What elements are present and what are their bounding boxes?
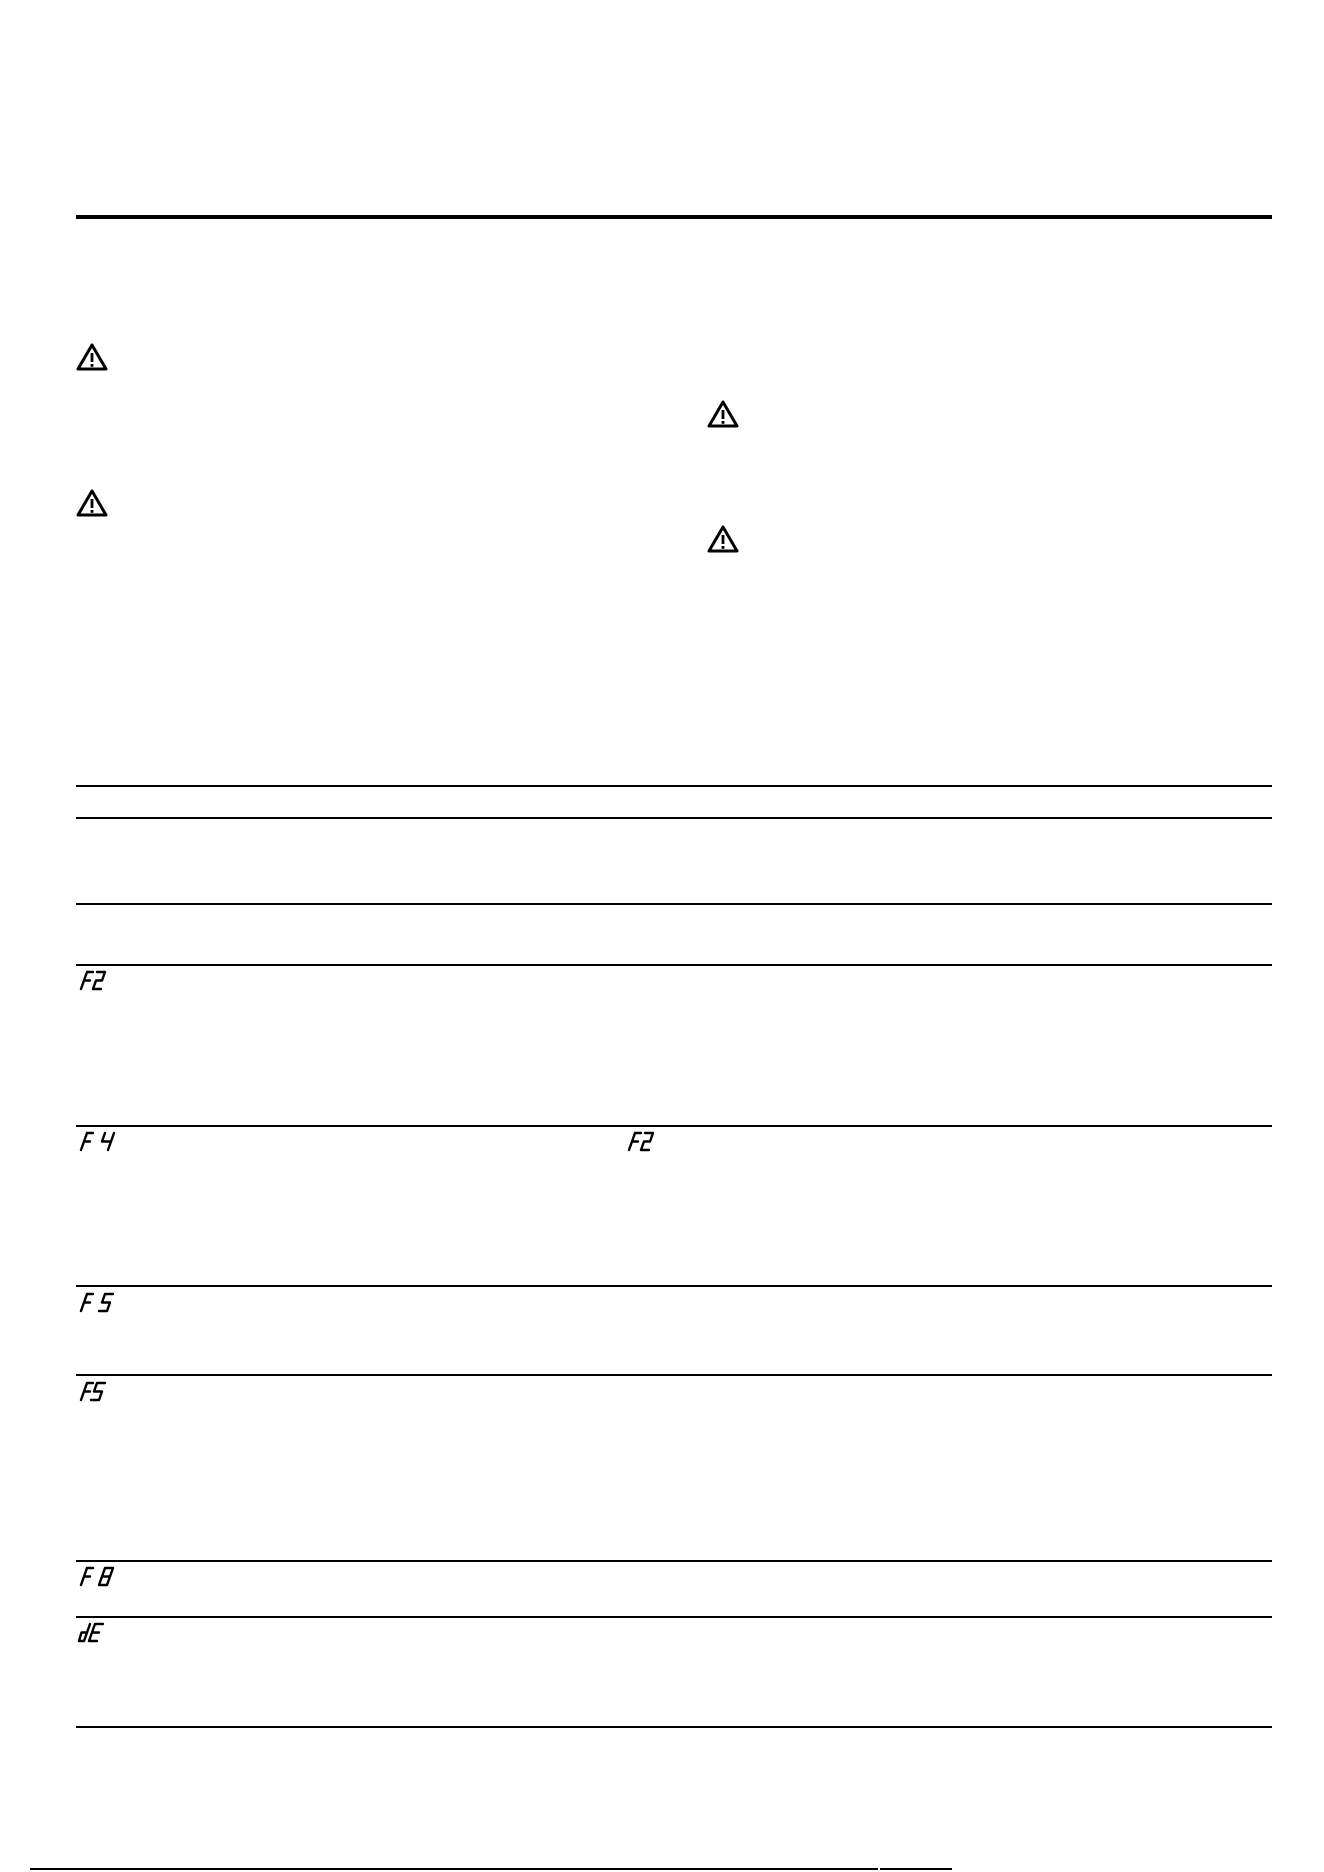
warning-triangle-icon [707, 524, 739, 554]
warning-triangle-icon [76, 488, 108, 518]
table-row-fault-code [78, 1130, 116, 1154]
table-header-rule [76, 817, 1272, 819]
table-row-divider [76, 1616, 1272, 1618]
table-row-divider [76, 903, 1272, 905]
table-row-divider [76, 1560, 1272, 1562]
warning-triangle-icon [707, 399, 739, 429]
table-top-rule [76, 785, 1272, 787]
table-row-divider [76, 1125, 1272, 1127]
table-row-fault-code [78, 1291, 116, 1315]
table-row-fault-code [78, 1380, 108, 1404]
section-heading-rule [76, 215, 1272, 219]
table-row-fault-code [78, 1565, 116, 1589]
table-row-divider [76, 1285, 1272, 1287]
footer-line [30, 1868, 878, 1870]
warning-triangle-icon [76, 342, 108, 372]
table-row-fault-code-secondary [626, 1130, 656, 1154]
table-bottom-rule [76, 1726, 1272, 1728]
footer-line [880, 1868, 952, 1870]
table-row-fault-code [78, 1621, 108, 1645]
table-row-divider [76, 1374, 1272, 1376]
table-row-fault-code [78, 969, 108, 993]
table-row-divider [76, 964, 1272, 966]
